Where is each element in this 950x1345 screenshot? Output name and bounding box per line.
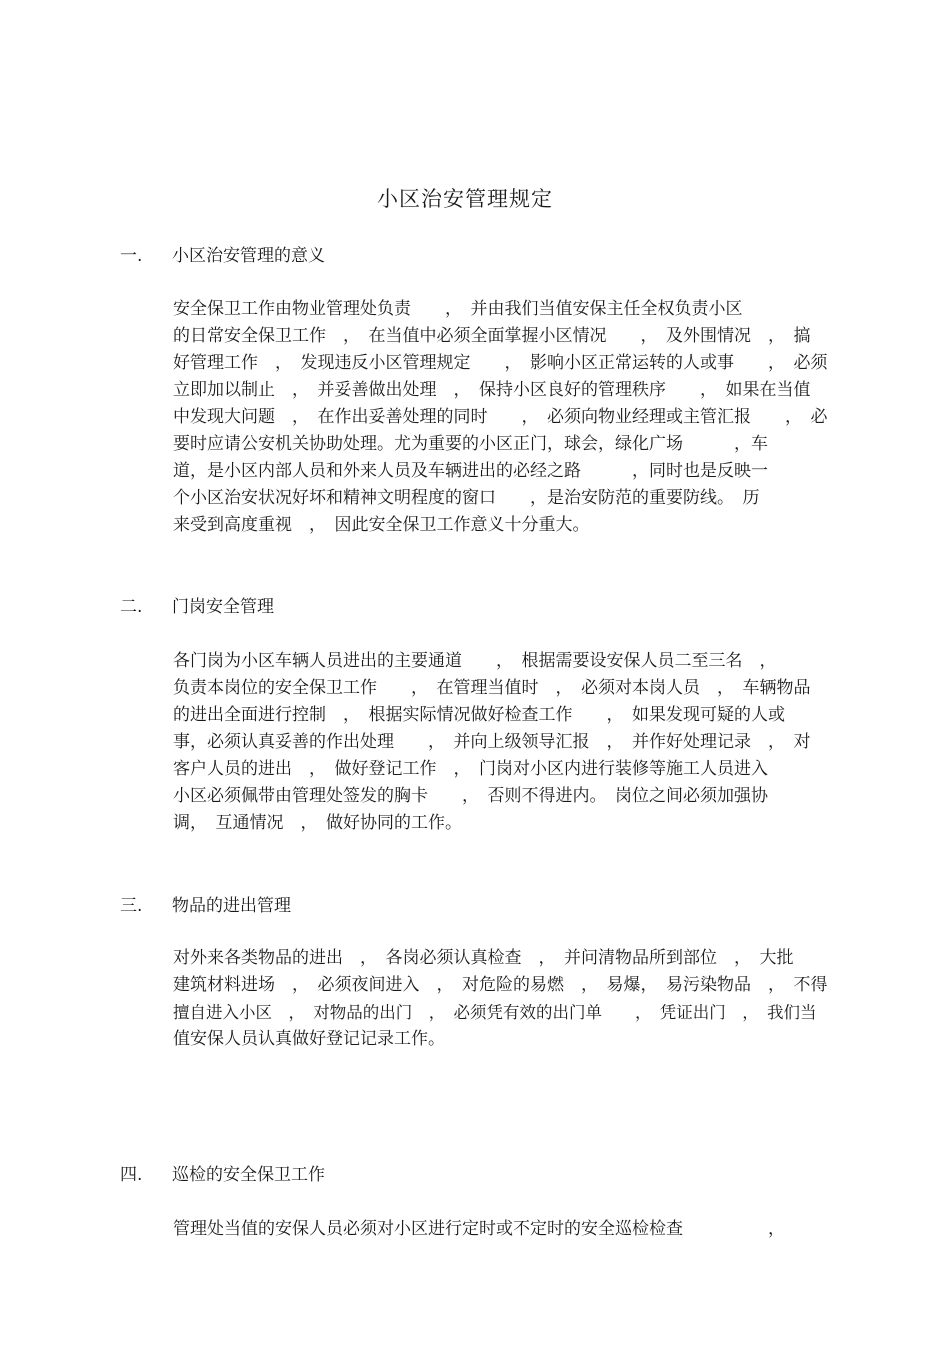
paragraph-line: 客户人员的进出 ， 做好登记工作 ， 门岗对小区内进行装修等施工人员进入 (173, 759, 768, 779)
section-title: 门岗安全管理 (172, 597, 274, 617)
section-title: 小区治安管理的意义 (172, 246, 325, 266)
paragraph-line: 安全保卫工作由物业管理处负责 ， 并由我们当值安保主任全权负责小区 (173, 299, 743, 319)
paragraph-line: 擅自进入小区 ， 对物品的出门 ， 必须凭有效的出门单 ， 凭证出门 ， 我们当 (173, 1003, 817, 1022)
paragraph-line: 对外来各类物品的进出 ， 各岗必须认真检查 ， 并问清物品所到部位 ， 大批 (173, 948, 794, 968)
paragraph-line: 管理处当值的安保人员必须对小区进行定时或不定时的安全巡检检查 ， (173, 1219, 785, 1239)
section-heading (120, 595, 274, 619)
paragraph-line: 事，必须认真妥善的作出处理 ， 并向上级领导汇报 ， 并作好处理记录 ， 对 (173, 732, 811, 752)
paragraph-line: 中发现大问题 ， 在作出妥善处理的同时 ， 必须向物业经理或主管汇报 ， 必 (173, 407, 828, 427)
paragraph-line: 的进出全面进行控制 ， 根据实际情况做好检查工作 ， 如果发现可疑的人或 (173, 705, 785, 725)
paragraph-line: 个小区治安状况好坏和精神文明程度的窗口 ，是治安防范的重要防线。 历 (173, 488, 760, 508)
section-heading (120, 894, 291, 918)
section-number: 一. (120, 246, 143, 266)
paragraph-line: 要时应请公安机关协助处理。尤为重要的小区正门，球会，绿化广场 ，车 (173, 434, 768, 454)
section-paragraph (173, 1216, 833, 1243)
paragraph-line: 各门岗为小区车辆人员进出的主要通道 ， 根据需要设安保人员二至三名 ， (173, 651, 777, 671)
document-title: 小区治安管理规定 (377, 187, 553, 211)
section-number: 二. (120, 597, 143, 617)
section-heading (120, 1163, 325, 1187)
paragraph-line: 调， 互通情况 ， 做好协同的工作。 (173, 813, 462, 833)
paragraph-line: 的日常安全保卫工作 ， 在当值中必须全面掌握小区情况 ， 及外围情况 ， 搞 (173, 326, 811, 346)
paragraph-line: 小区必须佩带由管理处签发的胸卡 ， 否则不得进内。 岗位之间必须加强协 (173, 786, 768, 806)
paragraph-line: 负责本岗位的安全保卫工作 ， 在管理当值时 ， 必须对本岗人员 ， 车辆物品 (173, 678, 811, 698)
paragraph-line: 好管理工作 ， 发现违反小区管理规定 ， 影响小区正常运转的人或事 ， 必须 (173, 353, 828, 373)
section-paragraph (173, 648, 833, 837)
section-number: 三. (120, 896, 143, 916)
section-heading (120, 244, 325, 268)
paragraph-line: 建筑材料进场 ， 必须夜间进入 ， 对危险的易燃 ， 易爆， 易污染物品 ， 不得 (173, 975, 828, 995)
paragraph-line: 值安保人员认真做好登记记录工作。 (173, 1029, 445, 1049)
paragraph-line: 来受到高度重视 ， 因此安全保卫工作意义十分重大。 (173, 515, 590, 535)
section-number: 四. (120, 1165, 143, 1185)
section-title: 巡检的安全保卫工作 (172, 1165, 325, 1185)
paragraph-line: 立即加以制止 ， 并妥善做出处理 ， 保持小区良好的管理秩序 ， 如果在当值 (173, 380, 811, 400)
paragraph-line: 道，是小区内部人员和外来人员及车辆进出的必经之路 ，同时也是反映一 (173, 461, 768, 481)
section-paragraph (173, 296, 833, 539)
section-title: 物品的进出管理 (172, 896, 291, 916)
section-paragraph (173, 945, 833, 1053)
